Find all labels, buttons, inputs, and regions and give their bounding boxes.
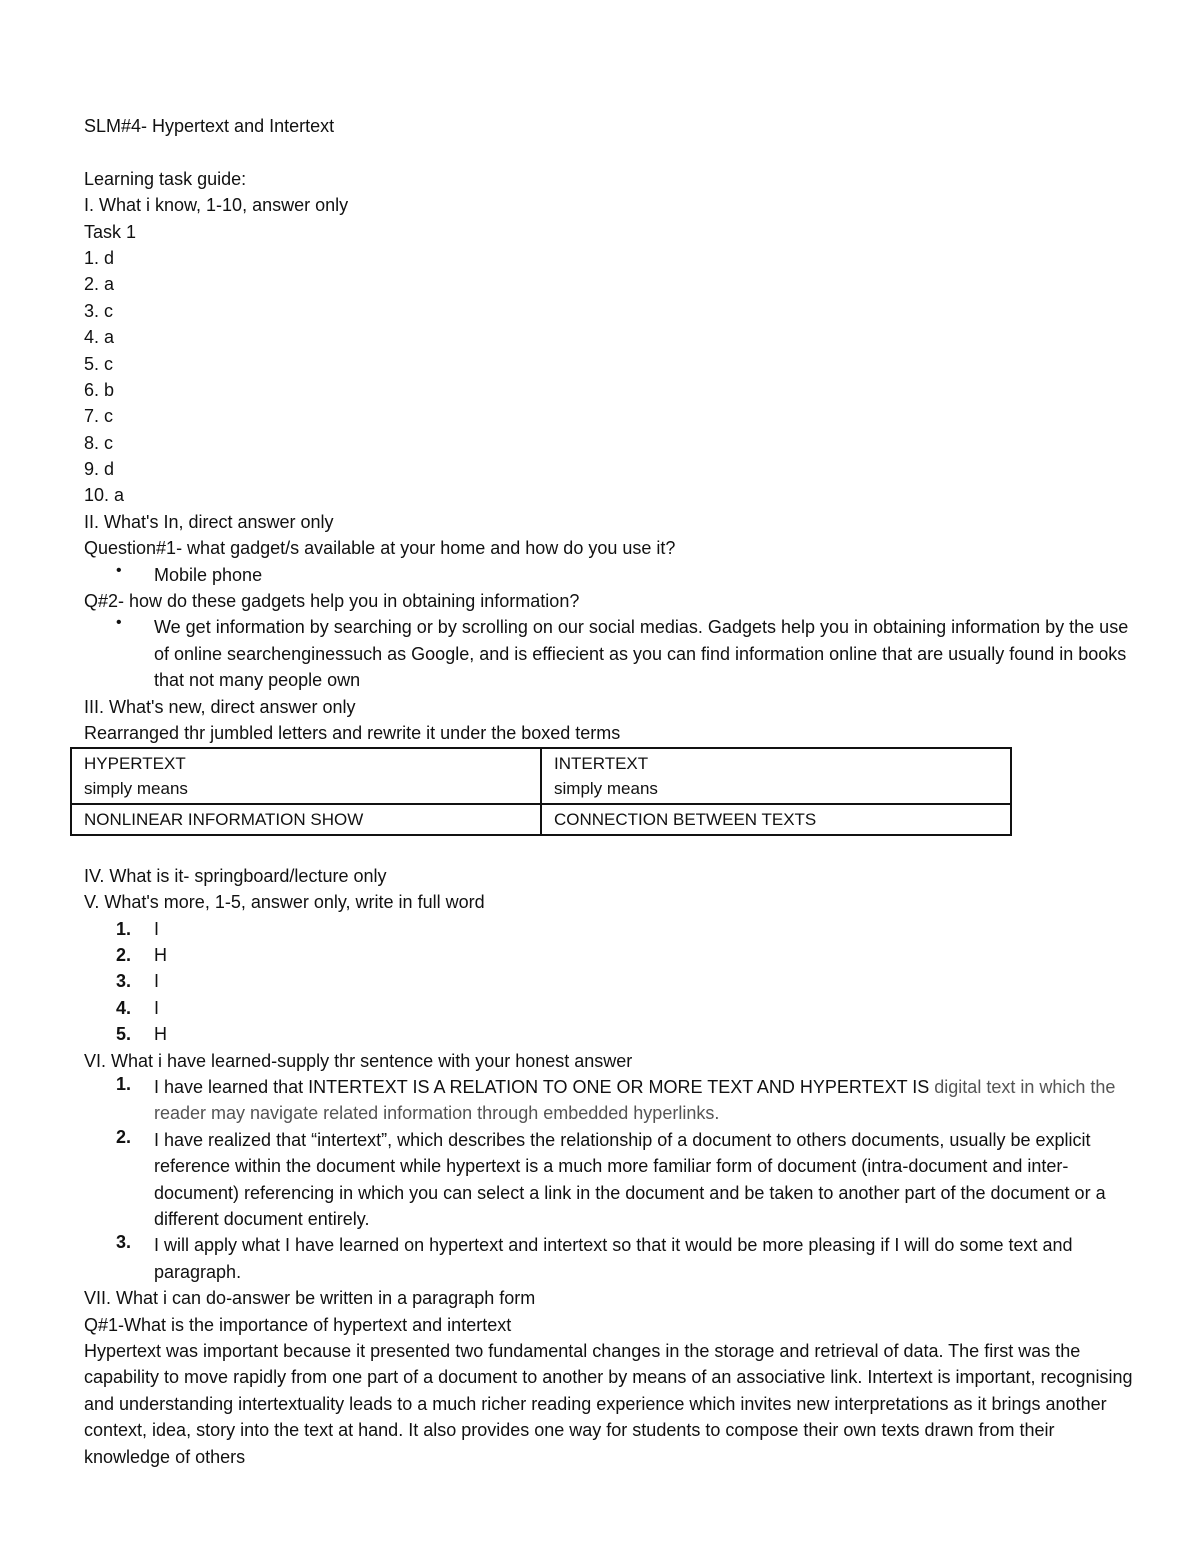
section-5-heading: V. What's more, 1-5, answer only, write in full word	[84, 892, 485, 913]
list-text: I	[154, 997, 160, 1018]
list-text	[154, 1074, 1144, 1127]
table-cell	[541, 748, 1011, 804]
section-3-heading: III. What's new, direct answer only	[84, 696, 356, 717]
question-1: Question#1- what gadget/s available at your home and how do you use it?	[84, 538, 676, 559]
answer-1: 1. d	[84, 247, 115, 268]
section-6-heading: VI. What i have learned-supply thr sentence with your honest answer	[84, 1050, 633, 1071]
answer-10: 10. a	[84, 485, 125, 506]
hypertext-definition: digital text in which the reader may navigate related information through embedded hyperlinks.	[154, 1076, 1116, 1124]
section-7-heading: VII. What i can do-answer be written in a paragraph form	[84, 1288, 536, 1309]
list-item	[84, 916, 1144, 942]
table-cell	[71, 748, 541, 804]
list-number: 2.	[116, 945, 132, 965]
bullet-text: Mobile phone	[154, 564, 263, 585]
terms-table	[70, 747, 1012, 836]
list-text: H	[154, 1024, 167, 1045]
intertext-subtitle: simply means	[554, 779, 658, 799]
intertext-term: INTERTEXT	[554, 754, 649, 774]
section-7-answer: Hypertext was important because it presented two fundamental changes in the storage and retrieval of data. The first was the capability to move rapidly from one part of a document to another by means of an associative link. Intertext is important, recognising and understanding intertextuality leads to a much richer reading experience which invites new interpretations as it brings another context, idea, story into the text at hand. It also provides one way for students to compose their own texts drawn from their knowledge of others	[84, 1340, 1133, 1467]
hypertext-term: HYPERTEXT	[84, 754, 186, 774]
table-row	[71, 804, 1011, 835]
bullet-icon: •	[116, 614, 122, 632]
list-number: 1.	[116, 1073, 132, 1094]
bullet-item	[84, 614, 1144, 693]
answer-7: 7. c	[84, 406, 114, 427]
section-4-heading: IV. What is it- springboard/lecture only	[84, 865, 387, 886]
spacer	[84, 139, 1144, 165]
guide-label: Learning task guide:	[84, 168, 247, 189]
answer-4: 4. a	[84, 327, 115, 348]
list-text: I	[154, 971, 160, 992]
list-number: 1.	[116, 918, 132, 939]
hypertext-answer: NONLINEAR INFORMATION SHOW	[71, 804, 541, 835]
bullet-icon: •	[116, 561, 122, 579]
answer-3: 3. c	[84, 300, 114, 321]
hypertext-subtitle: simply means	[84, 779, 188, 799]
question-2: Q#2- how do these gadgets help you in obtaining information?	[84, 591, 580, 612]
section-7-question: Q#1-What is the importance of hypertext and intertext	[84, 1314, 512, 1335]
list-number: 3.	[116, 1232, 132, 1253]
learned-statement: I have learned that INTERTEXT IS A RELATION TO ONE OR MORE TEXT AND HYPERTEXT IS	[154, 1076, 935, 1097]
list-number: 4.	[116, 997, 132, 1018]
list-item	[84, 1074, 1144, 1127]
document-page	[84, 113, 1144, 1470]
list-item	[84, 1127, 1144, 1233]
list-item	[84, 995, 1144, 1021]
intertext-answer: CONNECTION BETWEEN TEXTS	[541, 804, 1011, 835]
answer-6: 6. b	[84, 379, 115, 400]
list-number: 3.	[116, 971, 132, 992]
document-title: SLM#4- Hypertext and Intertext	[84, 116, 335, 136]
answer-9: 9. d	[84, 459, 115, 480]
bullet-item	[84, 562, 1144, 588]
list-item	[84, 942, 1144, 968]
list-number: 2.	[116, 1126, 132, 1147]
list-text: I have realized that “intertext”, which describes the relationship of a document to others documents, usually be explicit reference within the document while hypertext is a much more familiar form of document (intra-document and inter-document) referencing in which you can select a link in the document and be taken to another part of the document or a different document entirely.	[154, 1129, 1106, 1229]
spacer	[84, 836, 1144, 862]
bullet-text: We get information by searching or by scrolling on our social medias. Gadgets help you in obtaining information by the use of online searchenginessuch as Google, and is effiecient as you can find information online that are usually found in books that not many people own	[154, 617, 1129, 691]
section-2-heading: II. What's In, direct answer only	[84, 511, 334, 532]
list-text: I will apply what I have learned on hypertext and intertext so that it would be more pleasing if I will do some text and paragraph.	[154, 1235, 1073, 1282]
list-number: 5.	[116, 1024, 132, 1045]
section-3-instruction: Rearranged thr jumbled letters and rewrite it under the boxed terms	[84, 723, 621, 744]
task-label: Task 1	[84, 221, 137, 242]
section-1-heading: I. What i know, 1-10, answer only	[84, 195, 349, 216]
list-item	[84, 1232, 1144, 1285]
list-item	[84, 968, 1144, 994]
table-row	[71, 748, 1011, 804]
list-item	[84, 1021, 1144, 1047]
answer-8: 8. c	[84, 432, 114, 453]
list-text: H	[154, 945, 167, 965]
list-text: I	[154, 918, 160, 939]
answer-5: 5. c	[84, 353, 114, 374]
answer-2: 2. a	[84, 274, 115, 295]
